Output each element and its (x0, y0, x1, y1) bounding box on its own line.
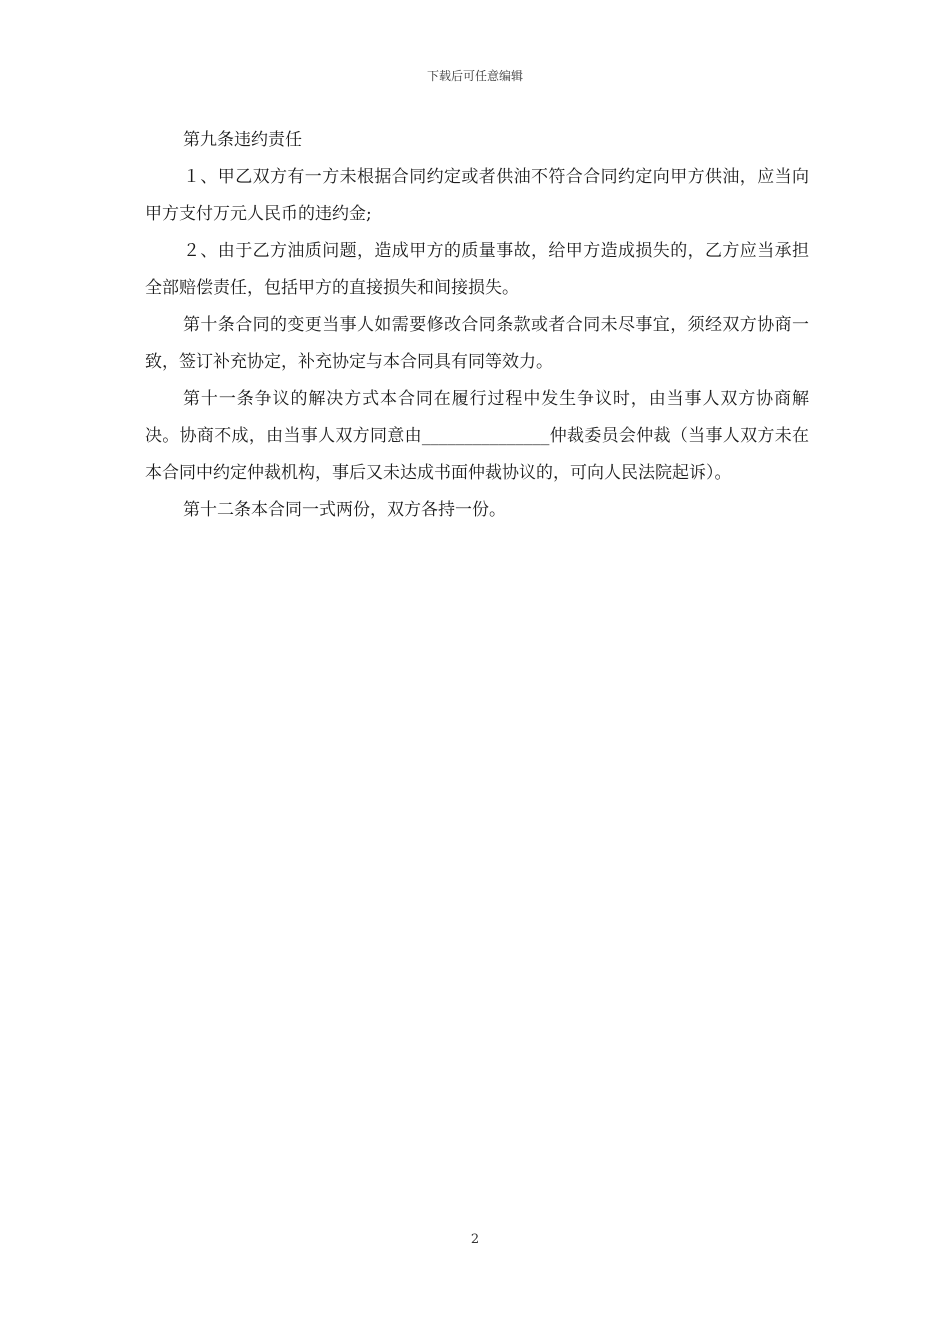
clause-9-heading: 第九条违约责任 (183, 130, 302, 150)
clause-9-item-1: １、甲乙双方有一方未根据合同约定或者供油不符合合同约定向甲方供油，应当向甲方支付万元人民币的违约金; (145, 167, 809, 224)
clause-9-item-2: ２、由于乙方油质问题，造成甲方的质量事故，给甲方造成损失的，乙方应当承担全部赔偿责任，包括甲方的直接损失和间接损失。 (145, 241, 809, 298)
page-header: 下载后可任意编辑 (426, 69, 523, 83)
document-body (145, 122, 809, 529)
clause-10: 第十条合同的变更当事人如需要修改合同条款或者合同未尽事宜，须经双方协商一致，签订补充协定，补充协定与本合同具有同等效力。 (145, 315, 809, 372)
clause-12: 第十二条本合同一式两份，双方各持一份。 (183, 500, 506, 520)
clause-11: 第十一条争议的解决方式本合同在履行过程中发生争议时，由当事人双方协商解决。协商不成，由当事人双方同意由_______________仲裁委员会仲裁（当事人双方未在本合同中约定仲裁机构，事后又未达成书面仲裁协议的，可向人民法院起诉）。 (145, 389, 809, 483)
page-number: 2 (470, 1232, 480, 1247)
